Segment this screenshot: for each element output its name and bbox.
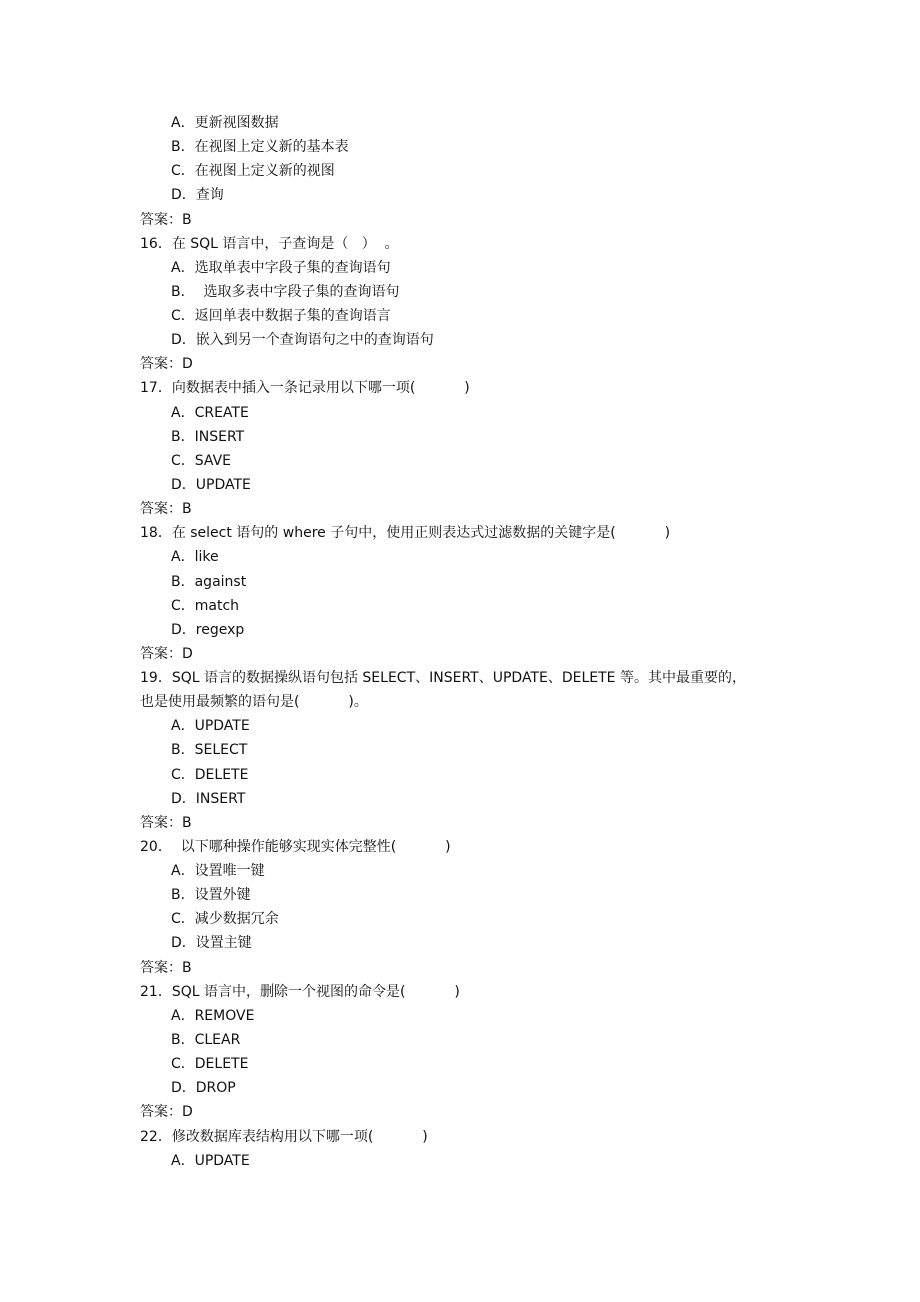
- option-line: A．UPDATE: [171, 718, 250, 735]
- option-line: A．UPDATE: [171, 1152, 250, 1169]
- option-line: D．INSERT: [171, 790, 246, 807]
- question-line: 20． 以下哪种操作能够实现实体完整性( ): [140, 838, 451, 855]
- option-line: B．against: [171, 573, 247, 590]
- option-line: D．设置主键: [171, 935, 252, 952]
- option-line: B．在视图上定义新的基本表: [171, 139, 349, 156]
- option-line: D．regexp: [171, 621, 245, 638]
- question-line: 也是使用最频繁的语句是( )。: [140, 694, 368, 711]
- option-line: A．REMOVE: [171, 1007, 255, 1024]
- option-line: B．CLEAR: [171, 1031, 241, 1048]
- question-line: 17．向数据表中插入一条记录用以下哪一项( ): [140, 380, 470, 397]
- option-line: C．返回单表中数据子集的查询语言: [171, 308, 391, 324]
- option-line: A．选取单表中字段子集的查询语句: [171, 259, 391, 276]
- option-line: C．在视图上定义新的视图: [171, 163, 335, 180]
- option-line: D．UPDATE: [171, 476, 251, 493]
- option-line: C．match: [171, 597, 240, 614]
- option-line: B．INSERT: [171, 428, 245, 445]
- option-line: D．查询: [171, 187, 224, 204]
- answer-line: 答案：D: [140, 356, 193, 373]
- option-line: A．CREATE: [171, 404, 249, 421]
- answer-line: 答案：B: [140, 959, 192, 976]
- option-line: C．DELETE: [171, 1056, 249, 1073]
- option-line: D．嵌入到另一个查询语句之中的查询语句: [171, 332, 434, 349]
- question-line: 16．在 SQL 语言中，子查询是（ ） 。: [140, 235, 399, 252]
- option-line: C．DELETE: [171, 766, 249, 783]
- option-line: C．减少数据冗余: [171, 911, 279, 928]
- answer-line: 答案：B: [140, 501, 192, 518]
- answer-line: 答案：B: [140, 814, 192, 831]
- option-line: B．SELECT: [171, 742, 248, 759]
- answer-line: 答案：D: [140, 1104, 193, 1121]
- option-line: B．设置外键: [171, 887, 251, 904]
- option-line: A．like: [171, 549, 219, 566]
- question-line: 21．SQL 语言中，删除一个视图的命令是( ): [140, 983, 460, 1000]
- question-line: 18．在 select 语句的 where 子句中，使用正则表达式过滤数据的关键字是( ): [140, 525, 671, 542]
- option-line: A．更新视图数据: [171, 115, 279, 131]
- answer-line: 答案：D: [140, 645, 193, 662]
- option-line: D．DROP: [171, 1080, 236, 1097]
- answer-line: 答案：B: [140, 211, 192, 228]
- question-line: 19．SQL 语言的数据操纵语句包括 SELECT、INSERT、UPDATE、DELETE 等。其中最重要的，: [140, 670, 746, 686]
- option-line: A．设置唯一键: [171, 863, 265, 879]
- option-line: C．SAVE: [171, 452, 232, 469]
- option-line: B． 选取多表中字段子集的查询语句: [171, 283, 400, 300]
- question-line: 22．修改数据库表结构用以下哪一项( ): [140, 1128, 428, 1145]
